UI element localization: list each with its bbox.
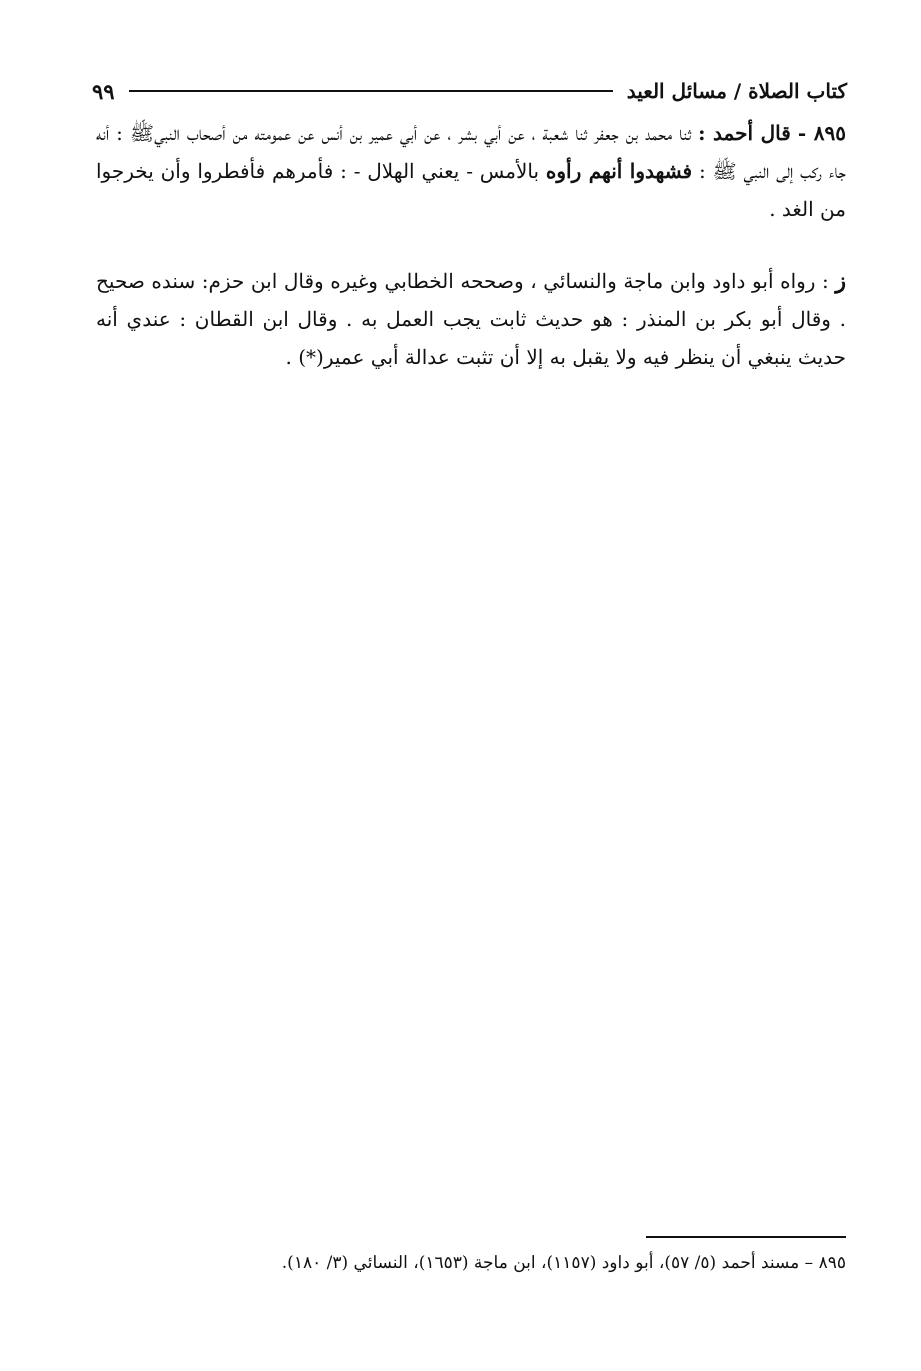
commentary-mark: ز: [835, 268, 846, 294]
commentary-paragraph: [96, 262, 846, 376]
footnote: ٨٩٥ – مسند أحمد (٥/ ٥٧)، أبو داود (١١٥٧)، ابن ماجة (١٦٥٣)، النسائي (٣/ ١٨٠).: [281, 1253, 846, 1273]
hadith-text-2: بالأمس - يعني الهلال - : فأمرهم فأفطروا وأن يخرجوا من الغد .: [96, 159, 846, 221]
commentary-text: : رواه أبو داود وابن ماجة والنسائي ، وصححه الخطابي وغيره وقال ابن حزم: سنده صحيح . وقال أبو بكر بن المنذر : هو حديث ثابت يجب العمل به . وقال ابن القطان : عندي أنه حديث ينبغي أن ينظر فيه ولا يقبل به إلا أن تثبت عدالة أبي عمير(*) .: [96, 269, 846, 369]
footnote-divider: [646, 1236, 846, 1238]
hadith-number: ٨٩٥ -: [797, 121, 847, 145]
hadith-paragraph: [96, 114, 846, 228]
running-header: [92, 74, 847, 108]
hadith-emphasis: فشهدوا أنهم رأوه: [545, 159, 693, 183]
header-rule: [129, 90, 613, 92]
hadith-text-1: ثنا محمد بن جعفر ثنا شعبة ، عن أبي بشر ، عن أبي عمير بن أنس عن عمومته من أصحاب النبيﷺ : أنه جاء ركب إلى النبي ﷺ :: [96, 121, 847, 183]
hadith-speaker: قال أحمد :: [698, 121, 791, 145]
header-title: كتاب الصلاة / مسائل العيد: [626, 79, 847, 103]
page-number: ٩٩: [92, 78, 115, 104]
